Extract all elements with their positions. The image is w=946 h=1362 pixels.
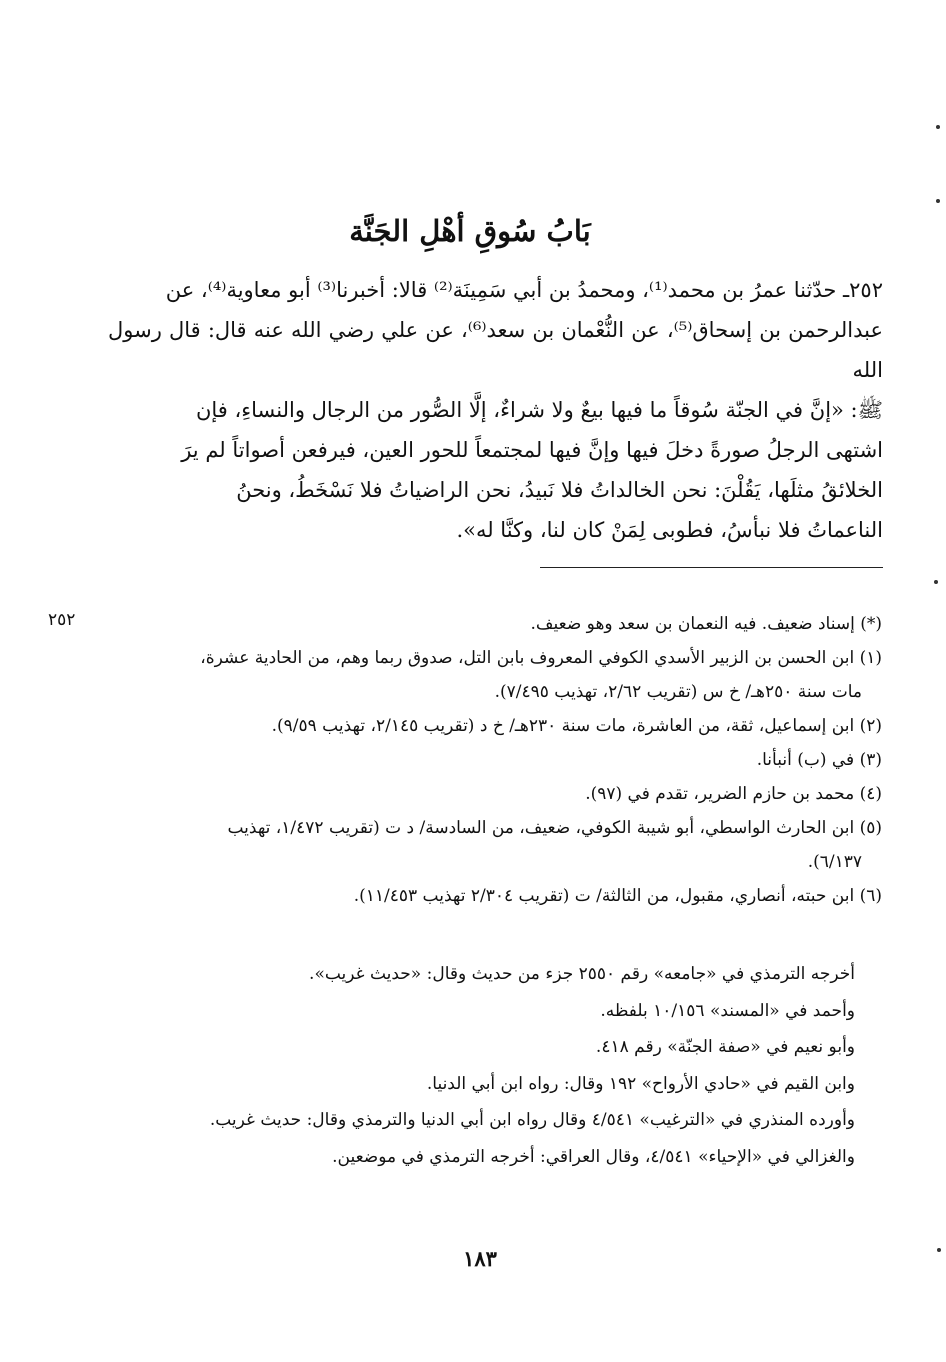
hadith-line: ٢٥٢ـ حدّثنا عمرُ بن محمد⁽¹⁾، ومحمدُ بن أبي سَمِينَة⁽²⁾ قالا: أخبرنا⁽³⁾ أبو معاوية⁽⁴⁾، عن: [165, 278, 883, 302]
reference-line: والغزالي في «الإحياء» ٤/٥٤١، وقال العراقي: أخرجه الترمذي في موضعين.: [332, 1146, 855, 1167]
footnote-line: (١) ابن الحسن بن الزبير الأسدي الكوفي المعروف بابن التل، صدوق ربما وهم، من الحادية عشرة،: [200, 648, 882, 668]
reference-line: وأورده المنذري في «الترغيب» ٤/٥٤١ وقال رواه ابن أبي الدنيا والترمذي وقال: حديث غريب.: [209, 1110, 855, 1130]
hadith-line: اشتهى الرجلُ صورةً دخلَ فيها وإنَّ فيها لمجتمعاً للحور العين، فيرفعن أصواتاً لم يرَ: [181, 438, 883, 462]
footnote-line: (*) إسناد ضعيف. فيه النعمان بن سعد وهو ضعيف.: [530, 614, 882, 634]
footnote-line: مات سنة ٢٥٠هـ/ خ س (تقريب ٢/٦٢، تهذيب ٧/٤٩٥).: [494, 682, 862, 702]
takhrij-references: [110, 956, 855, 1175]
hadith-line: الخلائقُ مثلَها، يَقُلْنَ: نحن الخالداتُ فلا نَبيدُ، نحن الراضياتُ فلا نَسْخَطُ، ونحنُ: [236, 478, 883, 502]
footnotes: [110, 607, 882, 913]
footnote-line: (٥) ابن الحارث الواسطي، أبو شيبة الكوفي، ضعيف، من السادسة/ د ت (تقريب ١/٤٧٢، تهذيب: [227, 818, 882, 838]
footnote-divider: [540, 567, 883, 568]
margin-hadith-number: ٢٥٢: [48, 610, 76, 630]
reference-line: وأحمد في «المسند» ١٠/١٥٦ بلفظه.: [600, 1000, 855, 1021]
page-number: ١٨٣: [463, 1246, 497, 1271]
scan-speck: [936, 125, 940, 129]
footnote-line: (٤) محمد بن حازم الضرير، تقدم في (٩٧).: [585, 784, 882, 804]
hadith-line: عبدالرحمن بن إسحاق⁽⁵⁾، عن النُّعْمان بن سعد⁽⁶⁾، عن علي رضي الله عنه قال: قال رسول الله: [108, 318, 883, 382]
scan-speck: [934, 580, 938, 584]
scan-speck: [937, 1248, 941, 1252]
footnote-line: (٣) في (ب) أنبأنا.: [756, 750, 882, 770]
chapter-title: بَابُ سُوقِ أهْلِ الجَنَّة: [349, 214, 591, 248]
footnote-line: ٦/١٣٧).: [807, 852, 862, 872]
scan-speck: [936, 199, 940, 203]
footnote-line: (٢) ابن إسماعيل، ثقة، من العاشرة، مات سنة ٢٣٠هـ/ خ د (تقريب ٢/١٤٥، تهذيب ٩/٥٩).: [271, 716, 882, 736]
footnote-line: (٦) ابن حبته، أنصاري، مقبول، من الثالثة/ ت (تقريب ٢/٣٠٤ تهذيب ١١/٤٥٣).: [353, 886, 882, 906]
hadith-text: [108, 270, 883, 550]
hadith-line: الناعماتُ فلا نبأسُ، فطوبى لِمَنْ كان لنا، وكنَّا له».: [456, 518, 883, 542]
hadith-line: ﷺ: «إنَّ في الجنّة سُوقاً ما فيها بيعٌ ولا شراءٌ، إلَّا الصُّور من الرجال والنساءِ، فإن: [195, 398, 883, 422]
reference-line: وابن القيم في «حادي الأرواح» ١٩٢ وقال: رواه ابن أبي الدنيا.: [426, 1073, 855, 1094]
reference-line: وأبو نعيم في «صفة الجنّة» رقم ٤١٨.: [595, 1037, 855, 1057]
reference-line: أخرجه الترمذي في «جامعه» رقم ٢٥٥٠ جزء من حديث وقال: «حديث غريب».: [309, 964, 855, 984]
